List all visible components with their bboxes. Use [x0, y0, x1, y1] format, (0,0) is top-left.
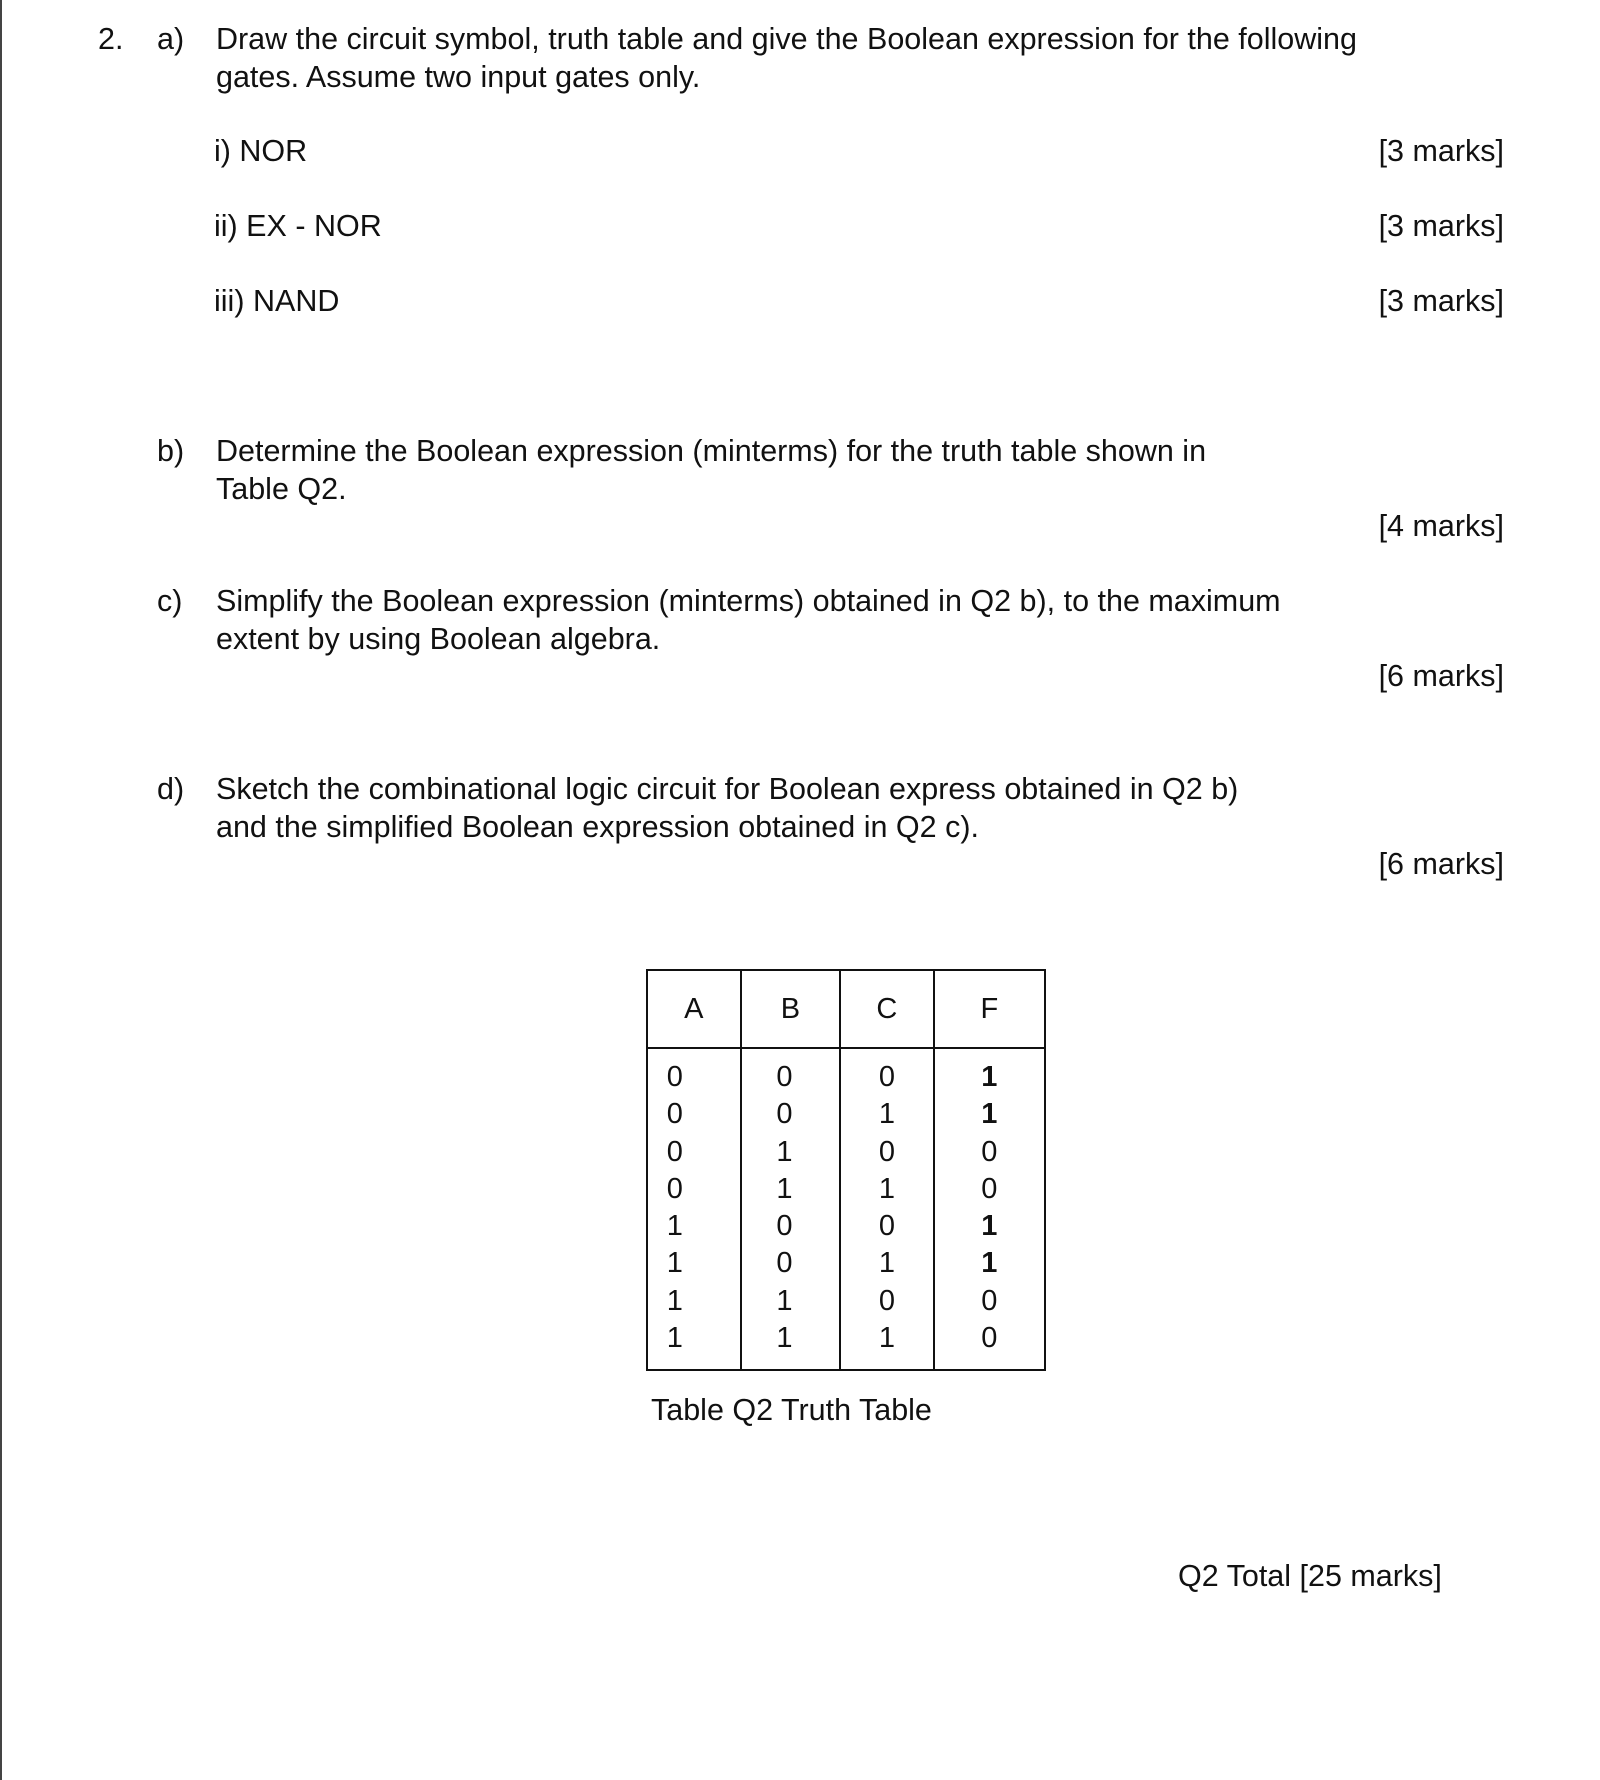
cell-a: 1: [666, 1210, 683, 1243]
part-d-line2: and the simplified Boolean expression obtained in Q2 c).: [216, 810, 979, 844]
cell-f: 0: [981, 1172, 998, 1205]
part-d-marks: [6 marks]: [1378, 847, 1504, 881]
cell-c: 0: [878, 1210, 895, 1243]
item-nand-marks: [3 marks]: [1378, 284, 1504, 318]
item-nand: iii) NAND: [214, 284, 340, 318]
part-d-line1: Sketch the combinational logic circuit for Boolean express obtained in Q2 b): [216, 772, 1239, 806]
header-b: B: [741, 970, 840, 1048]
part-c-line2: extent by using Boolean algebra.: [216, 622, 661, 656]
header-a: A: [647, 970, 741, 1048]
part-b-marks: [4 marks]: [1378, 509, 1504, 543]
cell-c: 1: [878, 1322, 895, 1355]
header-c: C: [840, 970, 933, 1048]
cell-a: 0: [666, 1061, 683, 1093]
cell-c: 1: [878, 1172, 895, 1205]
cell-f: 1: [981, 1098, 998, 1131]
part-a-line2: gates. Assume two input gates only.: [216, 60, 701, 94]
cell-c: 0: [878, 1284, 895, 1317]
part-a-label: a): [157, 22, 185, 56]
column-c-values: [840, 1048, 933, 1370]
cell-a: 1: [666, 1247, 683, 1280]
item-nor-marks: [3 marks]: [1378, 134, 1504, 168]
part-c-label: c): [157, 584, 183, 618]
cell-b: 1: [776, 1284, 793, 1317]
cell-b: 1: [776, 1172, 793, 1205]
cell-f: 1: [981, 1247, 998, 1280]
cell-a: 0: [666, 1098, 683, 1131]
table-caption: Table Q2 Truth Table: [651, 1393, 932, 1427]
item-exnor-marks: [3 marks]: [1378, 209, 1504, 243]
cell-f: 0: [981, 1322, 998, 1355]
item-nor: i) NOR: [214, 134, 308, 168]
cell-c: 1: [878, 1247, 895, 1280]
part-b-line2: Table Q2.: [216, 472, 347, 506]
cell-f: 1: [981, 1061, 998, 1093]
item-exnor: ii) EX - NOR: [214, 209, 382, 243]
truth-table: [646, 969, 1046, 1371]
cell-b: 0: [776, 1247, 793, 1280]
cell-a: 1: [666, 1284, 683, 1317]
cell-a: 1: [666, 1322, 683, 1355]
header-f: F: [934, 970, 1045, 1048]
cell-c: 0: [878, 1135, 895, 1168]
part-d-label: d): [157, 772, 185, 806]
column-b-values: [741, 1048, 840, 1370]
column-a-values: [647, 1048, 741, 1370]
cell-f: 0: [981, 1284, 998, 1317]
truth-table-header-row: [647, 970, 1045, 1048]
column-f-values: [934, 1048, 1045, 1370]
cell-b: 0: [776, 1210, 793, 1243]
cell-b: 0: [776, 1098, 793, 1131]
cell-f: 0: [981, 1135, 998, 1168]
cell-a: 0: [666, 1135, 683, 1168]
question-number: 2.: [98, 22, 124, 56]
question-total: Q2 Total [25 marks]: [1178, 1559, 1442, 1593]
cell-c: 1: [878, 1098, 895, 1131]
cell-f: 1: [981, 1210, 998, 1243]
part-a-line1: Draw the circuit symbol, truth table and give the Boolean expression for the following: [216, 22, 1357, 56]
truth-table-body-row: [647, 1048, 1045, 1370]
cell-a: 0: [666, 1172, 683, 1205]
page-left-edge: [0, 0, 2, 1780]
part-c-line1: Simplify the Boolean expression (minterms) obtained in Q2 b), to the maximum: [216, 584, 1281, 618]
part-c-marks: [6 marks]: [1378, 659, 1504, 693]
cell-b: 0: [776, 1061, 793, 1093]
part-b-line1: Determine the Boolean expression (minterms) for the truth table shown in: [216, 434, 1207, 468]
cell-b: 1: [776, 1322, 793, 1355]
cell-c: 0: [878, 1061, 895, 1093]
cell-b: 1: [776, 1135, 793, 1168]
part-b-label: b): [157, 434, 185, 468]
